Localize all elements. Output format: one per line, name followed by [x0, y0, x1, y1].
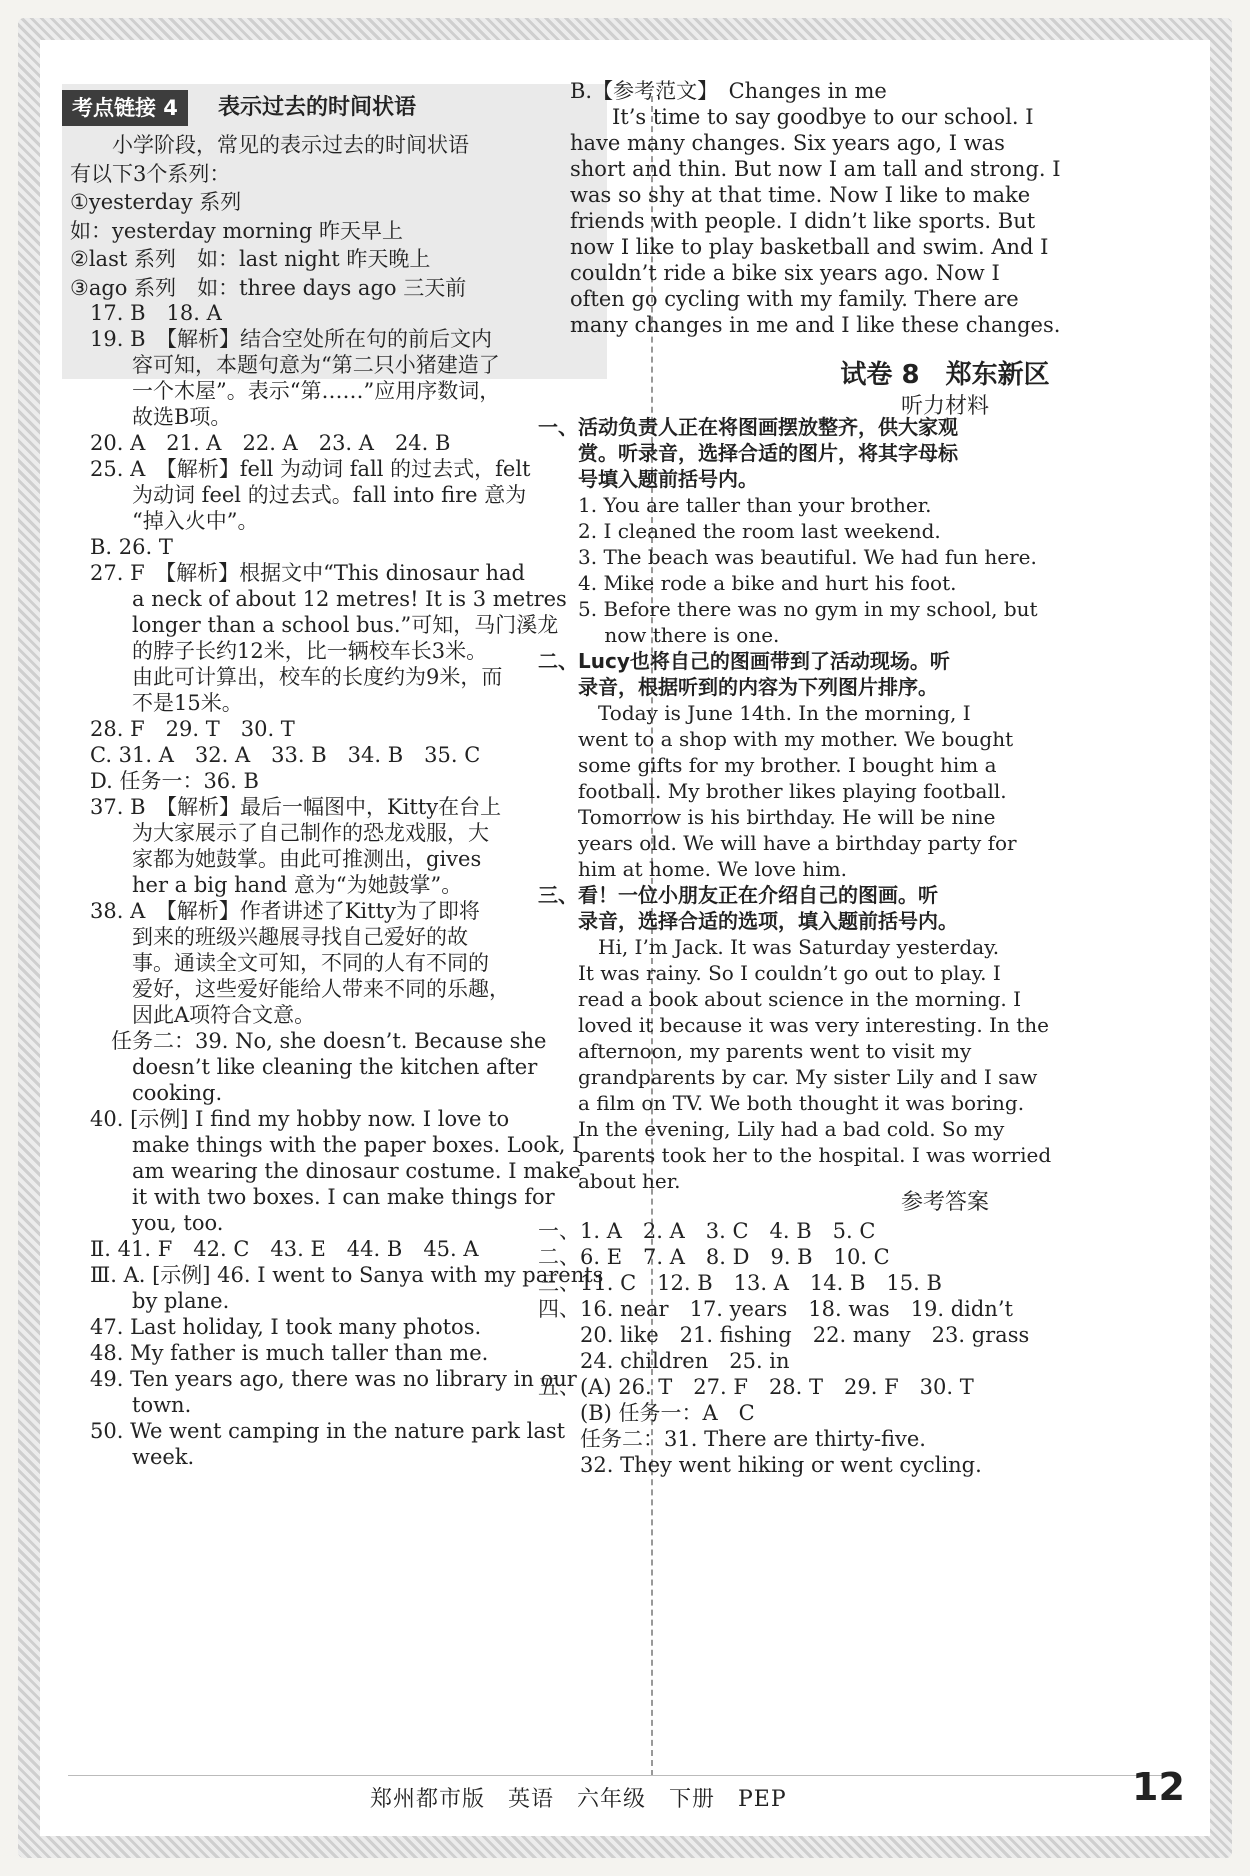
anscol-line: 三、11. C 12. B 13. A 14. B 15. B [538, 1271, 942, 1295]
leftcol-line: town. [90, 1393, 192, 1417]
rightcol-line: couldn’t ride a bike six years ago. Now I [570, 261, 1000, 285]
listencol-line: him at home. We love him. [538, 857, 848, 881]
anscol-line: (B) 任务一：A C [538, 1401, 755, 1425]
leftcol-line: 因此A项符合文意。 [90, 1003, 316, 1027]
anscol-line: 20. like 21. fishing 22. many 23. grass [538, 1323, 1030, 1347]
leftcol-line: C. 31. A 32. A 33. B 34. B 35. C [90, 743, 481, 767]
leftcol-line: 40. [示例] I find my hobby now. I love to [90, 1107, 510, 1131]
listencol-line: 3. The beach was beautiful. We had fun here. [538, 545, 1037, 569]
listencol-line: 录音，选择合适的选项，填入题前括号内。 [538, 909, 958, 933]
leftcol-line: 25. A 【解析】fell 为动词 fall 的过去式，felt [90, 457, 531, 481]
leftcol-line: you, too. [90, 1211, 224, 1235]
answers-title: 参考答案 [900, 1190, 989, 1215]
boxlines-line: ①yesterday 系列 [70, 190, 242, 215]
listencol-line: parents took her to the hospital. I was worried [538, 1143, 1052, 1167]
boxlines-line: 有以下3个系列： [70, 161, 231, 186]
leftcol-line: 爱好，这些爱好能给人带来不同的乐趣， [90, 977, 510, 1001]
rightcol-line: was so shy at that time. Now I like to make [570, 183, 1031, 207]
listencol-line: 赏。听录音，选择合适的图片，将其字母标 [538, 441, 958, 465]
listencol-line: a film on TV. We both thought it was boring. [538, 1091, 1025, 1115]
leftcol-line: 27. F 【解析】根据文中“This dinosaur had [90, 561, 525, 585]
listencol-line: Tomorrow is his birthday. He will be nine [538, 805, 996, 829]
leftcol-line: am wearing the dinosaur costume. I make [90, 1159, 581, 1183]
leftcol-line: 20. A 21. A 22. A 23. A 24. B [90, 431, 451, 455]
leftcol-line: 48. My father is much taller than me. [90, 1341, 489, 1365]
footer-rule [68, 1775, 1178, 1776]
leftcol-line: 一个木屋”。表示“第……”应用序数词， [90, 379, 501, 403]
leftcol-line: week. [90, 1445, 195, 1469]
leftcol-line: 47. Last holiday, I took many photos. [90, 1315, 482, 1339]
leftcol-line: longer than a school bus.”可知，马门溪龙 [90, 613, 559, 637]
rightcol-line: short and thin. But now I am tall and strong. I [570, 157, 1061, 181]
boxlines-line: ②last 系列 如：last night 昨天晚上 [70, 247, 431, 272]
anscol-line: 一、1. A 2. A 3. C 4. B 5. C [538, 1219, 876, 1243]
rightcol-line: often go cycling with my family. There are [570, 287, 1019, 311]
leftcol-line: 38. A 【解析】作者讲述了Kitty为了即将 [90, 899, 480, 923]
rightcol-line: friends with people. I didn’t like sports. But [570, 209, 1036, 233]
listencol-line: loved it because it was very interesting. In the [538, 1013, 1049, 1037]
leftcol-line: 19. B 【解析】结合空处所在句的前后文内 [90, 327, 493, 351]
listencol-line: 4. Mike rode a bike and hurt his foot. [538, 571, 957, 595]
anscol-line: 五、(A) 26. T 27. F 28. T 29. F 30. T [538, 1375, 974, 1399]
anscol-line: 24. children 25. in [538, 1349, 790, 1373]
leftcol-line: 不是15米。 [90, 691, 243, 715]
listencol-line: 录音，根据听到的内容为下列图片排序。 [538, 675, 938, 699]
listencol-line: grandparents by car. My sister Lily and I saw [538, 1065, 1038, 1089]
page [40, 40, 1210, 1836]
leftcol-line: 28. F 29. T 30. T [90, 717, 295, 741]
listencol-line: 一、活动负责人正在将图画摆放整齐，供大家观 [538, 415, 958, 439]
leftcol-line: by plane. [90, 1289, 230, 1313]
rightcol-line: now I like to play basketball and swim. And I [570, 235, 1049, 259]
listencol-line: 1. You are taller than your brother. [538, 493, 932, 517]
listencol-line: read a book about science in the morning. I [538, 987, 1022, 1011]
listencol-line: football. My brother likes playing football. [538, 779, 1007, 803]
leftcol-line: 事。通读全文可知，不同的人有不同的 [90, 951, 489, 975]
leftcol-line: 家都为她鼓掌。由此可推测出，gives [90, 847, 482, 871]
boxlines-line: 如：yesterday morning 昨天早上 [70, 218, 403, 243]
boxlines-line: 小学阶段，常见的表示过去的时间状语 [70, 133, 469, 157]
leftcol-line: her a big hand 意为“为她鼓掌”。 [90, 873, 463, 897]
boxlines-line: ③ago 系列 如：three days ago 三天前 [70, 276, 467, 300]
listencol-line: 二、Lucy也将自己的图画带到了活动现场。听 [538, 649, 950, 673]
listencol-line: It was rainy. So I couldn’t go out to play. I [538, 961, 1001, 985]
anscol-line: 四、16. near 17. years 18. was 19. didn’t [538, 1297, 1013, 1321]
leftcol-line: cooking. [90, 1081, 223, 1105]
anscol-line: 二、6. E 7. A 8. D 9. B 10. C [538, 1245, 890, 1269]
leftcol-line: Ⅱ. 41. F 42. C 43. E 44. B 45. A [90, 1237, 479, 1261]
listencol-line: 三、看！一位小朋友正在介绍自己的图画。听 [538, 883, 938, 907]
leftcol-line: 到来的班级兴趣展寻找自己爱好的故 [90, 925, 468, 949]
leftcol-line: B. 26. T [90, 535, 173, 559]
listening-title: 听力材料 [900, 394, 989, 419]
leftcol-line: 50. We went camping in the nature park last [90, 1419, 566, 1443]
listencol-line: 2. I cleaned the room last weekend. [538, 519, 941, 543]
listencol-line: Hi, I’m Jack. It was Saturday yesterday. [538, 935, 1000, 959]
page-number: 12 [1132, 1765, 1185, 1809]
rightcol-line: It’s time to say goodbye to our school. I [570, 105, 1034, 129]
leftcol-line: 37. B 【解析】最后一幅图中，Kitty在台上 [90, 795, 502, 819]
listencol-line: went to a shop with my mother. We bought [538, 727, 1014, 751]
leftcol-line: 容可知，本题句意为“第二只小猪建造了 [90, 353, 500, 377]
leftcol-line: D. 任务一：36. B [90, 769, 259, 793]
leftcol-line: doesn’t like cleaning the kitchen after [90, 1055, 538, 1079]
leftcol-line: a neck of about 12 metres! It is 3 metres [90, 587, 567, 611]
key-point-title: 表示过去的时间状语 [218, 95, 417, 120]
leftcol-line: it with two boxes. I can make things for [90, 1185, 555, 1209]
footer-text: 郑州都市版 英语 六年级 下册 PEP [370, 1787, 787, 1812]
listencol-line: afternoon, my parents went to visit my [538, 1039, 972, 1063]
leftcol-line: Ⅲ. A. [示例] 46. I went to Sanya with my parents [90, 1263, 604, 1287]
leftcol-line: make things with the paper boxes. Look, I [90, 1133, 581, 1157]
listencol-line: years old. We will have a birthday party for [538, 831, 1017, 855]
listencol-line: 5. Before there was no gym in my school, but [538, 597, 1038, 621]
rightcol-line: B.【参考范文】 Changes in me [570, 79, 887, 103]
leftcol-line: 由此可计算出，校车的长度约为9米，而 [90, 665, 503, 689]
leftcol-line: 17. B 18. A [90, 301, 222, 325]
rightcol-line: many changes in me and I like these changes. [570, 313, 1061, 337]
listencol-line: Today is June 14th. In the morning, I [538, 701, 971, 725]
listencol-line: about her. [538, 1169, 681, 1193]
rightcol-line: have many changes. Six years ago, I was [570, 131, 1005, 155]
leftcol-line: 49. Ten years ago, there was no library in our [90, 1367, 577, 1391]
leftcol-line: 的脖子长约12米，比一辆校车长3米。 [90, 639, 488, 663]
anscol-line: 32. They went hiking or went cycling. [538, 1453, 982, 1477]
leftcol-line: “掉入火中”。 [90, 509, 259, 533]
leftcol-line: 任务二：39. No, she doesn’t. Because she [90, 1029, 547, 1053]
key-point-tag: 考点链接 4 [62, 90, 188, 126]
listencol-line: 号填入题前括号内。 [538, 467, 758, 491]
leftcol-line: 故选B项。 [90, 405, 232, 429]
listencol-line: In the evening, Lily had a bad cold. So my [538, 1117, 1005, 1141]
leftcol-line: 为动词 feel 的过去式。fall into fire 意为 [90, 483, 527, 507]
section-title: 试卷 8 郑东新区 [840, 360, 1050, 390]
leftcol-line: 为大家展示了自己制作的恐龙戏服，大 [90, 821, 489, 845]
anscol-line: 任务二：31. There are thirty-five. [538, 1427, 926, 1451]
listencol-line: now there is one. [538, 623, 780, 647]
listencol-line: some gifts for my brother. I bought him a [538, 753, 997, 777]
